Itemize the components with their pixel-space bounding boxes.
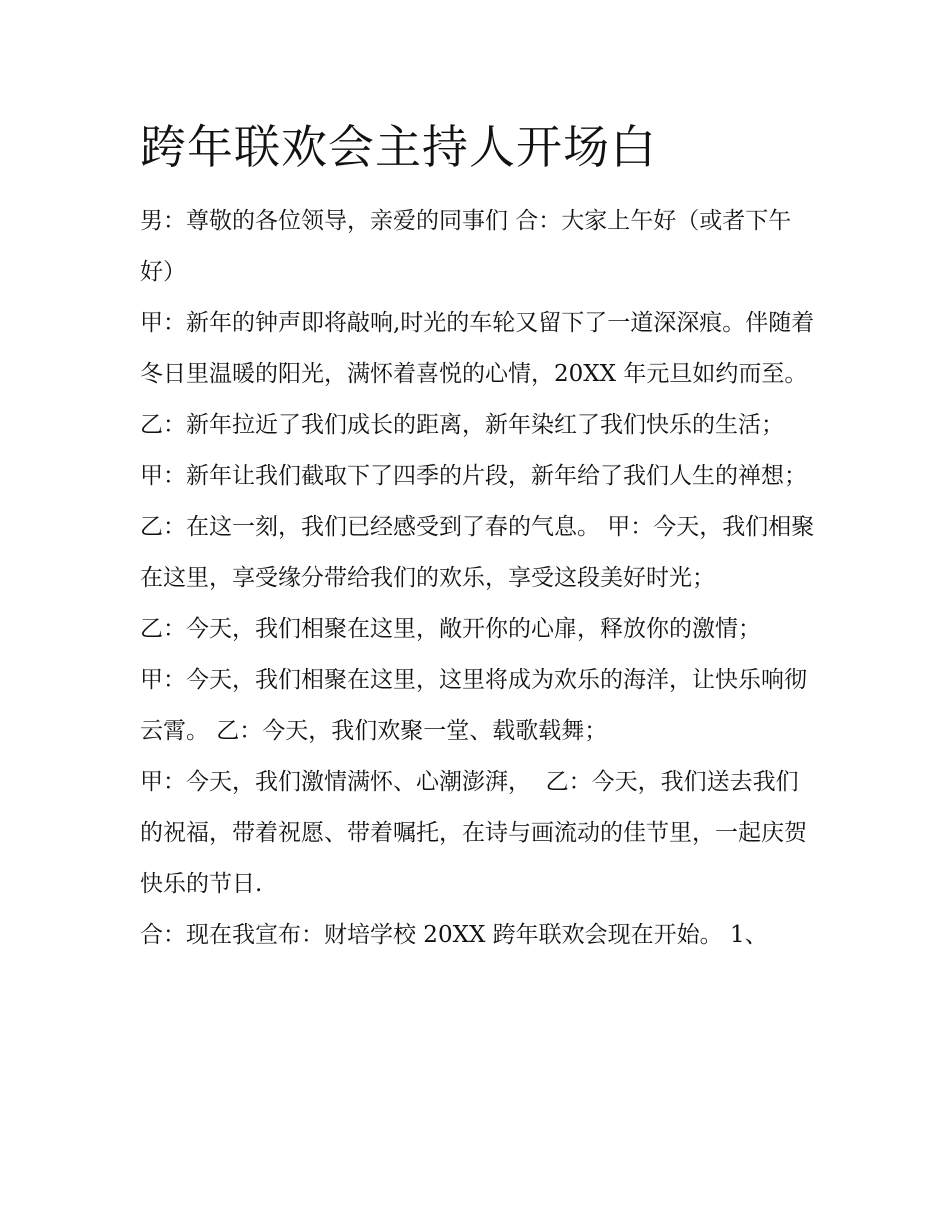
paragraph: 乙：在这一刻，我们已经感受到了春的气息。 甲：今天，我们相聚在这里，享受缘分带给我们的欢乐，享受这段美好时光； xyxy=(140,514,815,591)
paragraph: 合：现在我宣布：财培学校 20XX 跨年联欢会现在开始。 1、 xyxy=(140,922,768,948)
document-title: 跨年联欢会主持人开场白 xyxy=(140,120,657,174)
paragraph: 乙：今天，我们相聚在这里，敞开你的心扉，释放你的激情； xyxy=(140,616,761,642)
document-body xyxy=(140,196,820,961)
paragraph: 男：尊敬的各位领导，亲爱的同事们 合：大家上午好（或者下午好） xyxy=(140,208,792,285)
paragraph: 甲：今天，我们相聚在这里，这里将成为欢乐的海洋，让快乐响彻云霄。 乙：今天，我们欢聚一堂、载歌载舞； xyxy=(140,667,807,744)
paragraph: 乙：新年拉近了我们成长的距离，新年染红了我们快乐的生活； 甲：新年让我们截取下了四季的片段，新年给了我们人生的禅想； xyxy=(140,412,807,489)
paragraph: 甲：新年的钟声即将敲响,时光的车轮又留下了一道深深痕。伴随着冬日里温暖的阳光，满怀着喜悦的心情，20XX 年元旦如约而至。 xyxy=(140,310,815,387)
paragraph: 甲：今天，我们激情满怀、心潮澎湃， 乙：今天，我们送去我们的祝福，带着祝愿、带着嘱托，在诗与画流动的佳节里，一起庆贺快乐的节日. xyxy=(140,769,807,897)
